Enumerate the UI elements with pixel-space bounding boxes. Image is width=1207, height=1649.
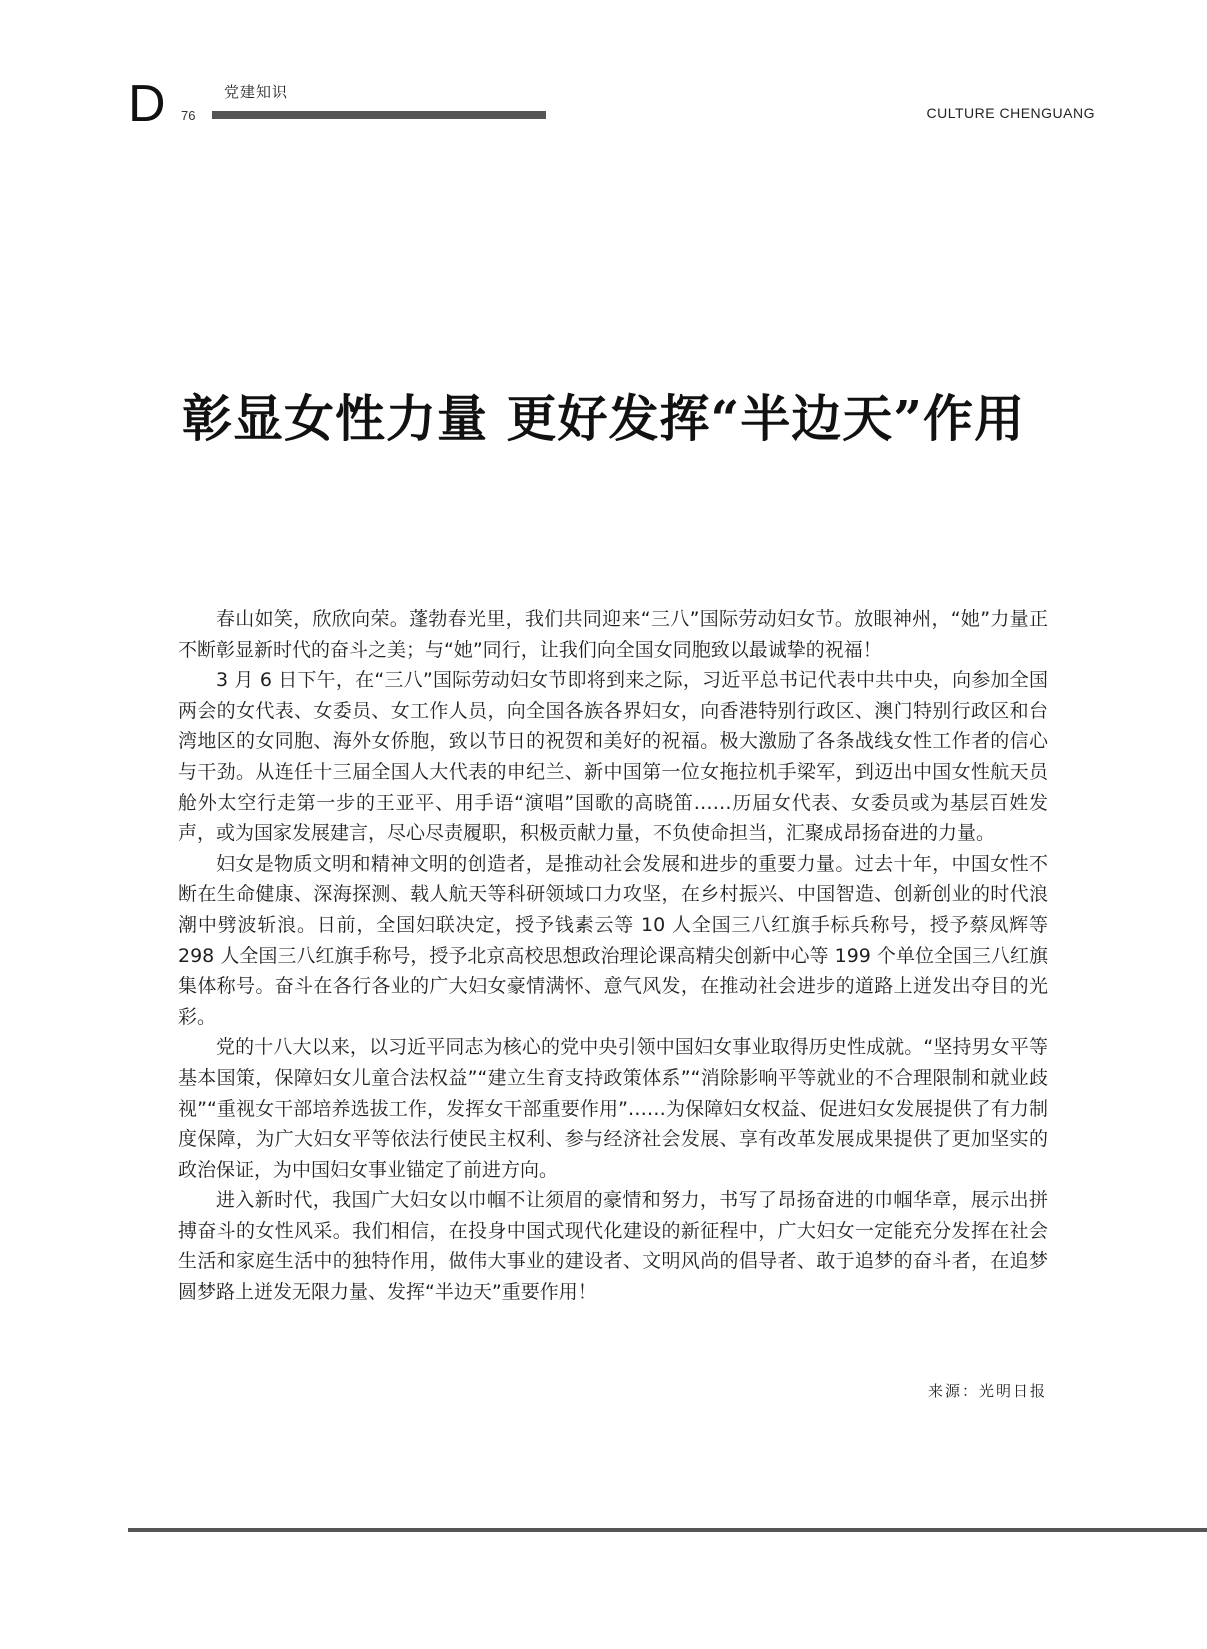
article-title: 彰显女性力量 更好发挥“半边天”作用 — [182, 389, 1025, 448]
article-paragraph: 妇女是物质文明和精神文明的创造者，是推动社会发展和进步的重要力量。过去十年，中国女性不断在生命健康、深海探测、载人航天等科研领域口力攻坚，在乡村振兴、中国智造、创新创业的时代浪潮中劈波斩浪。日前，全国妇联决定，授予钱素云等 10 人全国三八红旗手标兵称号，授予蔡凤辉等 298 人全国三八红旗手称号，授予北京高校思想政治理论课高精尖创新中心等 199 个单位全国三八红旗集体称号。奋斗在各行各业的广大妇女豪情满怀、意气风发，在推动社会进步的道路上迸发出夺目的光彩。 — [178, 852, 1048, 1028]
magazine-name: CULTURE CHENGUANG — [926, 105, 1095, 121]
section-letter: D — [128, 75, 166, 133]
article-paragraph: 春山如笑，欣欣向荣。蓬勃春光里，我们共同迎来“三八”国际劳动妇女节。放眼神州，“她”力量正不断彰显新时代的奋斗之美；与“她”同行，让我们向全国女同胞致以最诚挚的祝福！ — [178, 608, 1048, 661]
header-bar — [212, 111, 546, 119]
article-body — [178, 604, 1048, 1308]
article-source: 来源：光明日报 — [927, 1382, 1047, 1400]
footer-rule — [128, 1528, 1207, 1532]
article-paragraph: 3 月 6 日下午，在“三八”国际劳动妇女节即将到来之际，习近平总书记代表中共中央，向参加全国两会的女代表、女委员、女工作人员，向全国各族各界妇女，向香港特别行政区、澳门特别行政区和台湾地区的女同胞、海外女侨胞，致以节日的祝贺和美好的祝福。极大激励了各条战线女性工作者的信心与干劲。从连任十三届全国人大代表的申纪兰、新中国第一位女拖拉机手梁军，到迈出中国女性航天员舱外太空行走第一步的王亚平、用手语“演唱”国歌的高晓笛……历届女代表、女委员或为基层百姓发声，或为国家发展建言，尽心尽责履职，积极贡献力量，不负使命担当，汇聚成昂扬奋进的力量。 — [178, 669, 1048, 845]
article-paragraph: 进入新时代，我国广大妇女以巾帼不让须眉的豪情和努力，书写了昂扬奋进的巾帼华章，展示出拼搏奋斗的女性风采。我们相信，在投身中国式现代化建设的新征程中，广大妇女一定能充分发挥在社会生活和家庭生活中的独特作用，做伟大事业的建设者、文明风尚的倡导者、敢于追梦的奋斗者，在追梦圆梦路上迸发无限力量、发挥“半边天”重要作用！ — [178, 1189, 1048, 1304]
article-paragraph: 党的十八大以来，以习近平同志为核心的党中央引领中国妇女事业取得历史性成就。“坚持男女平等基本国策，保障妇女儿童合法权益”“建立生育支持政策体系”“消除影响平等就业的不合理限制和就业歧视”“重视女干部培养选拔工作，发挥女干部重要作用”……为保障妇女权益、促进妇女发展提供了有力制度保障，为广大妇女平等依法行使民主权利、参与经济社会发展、享有改革发展成果提供了更加坚实的政治保证，为中国妇女事业锚定了前进方向。 — [178, 1036, 1048, 1181]
page-number: 76 — [181, 108, 196, 123]
section-title: 党建知识 — [224, 83, 289, 101]
